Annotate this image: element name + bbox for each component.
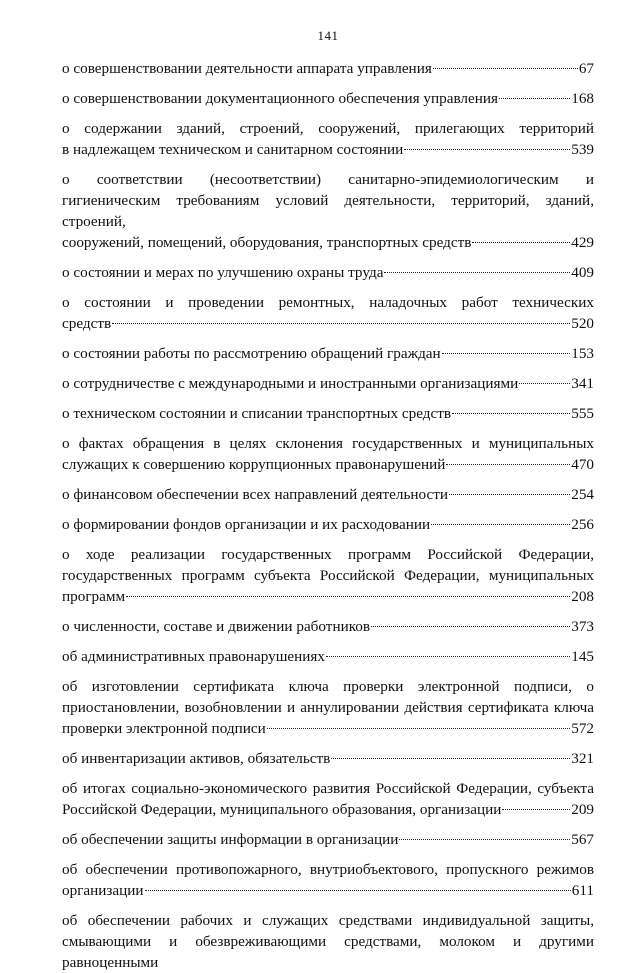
dot-leader [384,271,570,273]
entry-title: в надлежащем техническом и санитарном состоянии [62,141,404,158]
entry-page-number: 256 [571,516,594,533]
entry-title: о численности, составе и движении работников [62,618,371,635]
entry-page-number: 145 [571,648,594,665]
index-entry [62,676,594,739]
entry-page-number: 168 [571,90,594,107]
entry-page-number: 153 [571,345,594,362]
entry-lead-text: о соответствии (несоответствии) санитарно-эпидемиологическим и гигиеническим требованиям условий деятельности, территорий, зданий, строений, [62,171,594,230]
index-entry [62,58,594,79]
entry-final-line [62,514,594,535]
dot-leader [472,241,570,243]
entry-page-number: 567 [571,831,594,848]
entry-page-number: 254 [571,486,594,503]
index-entry [62,118,594,160]
index-entry [62,514,594,535]
entry-title: сооружений, помещений, оборудования, транспортных средств [62,234,472,251]
entry-title: о финансовом обеспечении всех направлений деятельности [62,486,448,503]
entry-page-number: 373 [571,618,594,635]
entry-page-number: 208 [571,588,594,605]
dot-leader [446,463,570,465]
entry-page-number: 539 [571,141,594,158]
entry-final-line [62,262,594,283]
entry-final-line [62,829,594,850]
index-entry [62,292,594,334]
entry-final-line [62,313,594,334]
index-entry [62,829,594,850]
entry-final-line [62,373,594,394]
index-entry [62,433,594,475]
entry-title: о состоянии работы по рассмотрению обращений граждан [62,345,441,362]
entry-title: об инвентаризации активов, обязательств [62,750,331,767]
index-entry [62,373,594,394]
entry-final-line [62,58,594,79]
entry-lead-text: о состоянии и проведении ремонтных, наладочных работ технических [62,294,594,311]
entry-final-line [62,616,594,637]
dot-leader [433,67,578,69]
dot-leader [502,808,570,810]
entry-page-number: 321 [571,750,594,767]
entry-title: проверки электронной подписи [62,720,266,737]
entry-page-number: 520 [571,315,594,332]
index-list [62,58,594,973]
entry-page-number: 572 [571,720,594,737]
entry-page-number: 409 [571,264,594,281]
entry-final-line [62,586,594,607]
entry-title: о совершенствовании деятельности аппарата управления [62,60,432,77]
entry-page-number: 341 [571,375,594,392]
entry-final-line [62,403,594,424]
dot-leader [126,595,570,597]
index-entry [62,403,594,424]
entry-final-line [62,454,594,475]
dot-leader [267,727,571,729]
index-entry [62,88,594,109]
entry-page-number: 611 [571,882,594,899]
entry-title: о техническом состоянии и списании транспортных средств [62,405,452,422]
entry-final-line [62,718,594,739]
index-entry [62,343,594,364]
entry-lead-text: об изготовлении сертификата ключа проверки электронной подписи, о приостановлении, возобновлении и аннулировании действия сертификата ключа [62,678,594,716]
entry-title: организации [62,882,144,899]
page-number: 141 [317,28,339,43]
index-entry [62,859,594,901]
entry-title: о сотрудничестве с международными и иностранными организациями [62,375,519,392]
dot-leader [452,412,570,414]
entry-page-number: 470 [571,456,594,473]
entry-final-line [62,799,594,820]
dot-leader [331,757,570,759]
index-entry [62,544,594,607]
dot-leader [399,838,570,840]
entry-final-line [62,343,594,364]
index-entry [62,616,594,637]
entry-final-line [62,880,594,901]
index-entry [62,484,594,505]
entry-title: об административных правонарушениях [62,648,325,665]
index-entry [62,748,594,769]
entry-page-number: 429 [571,234,594,251]
entry-final-line [62,139,594,160]
entry-lead-text: об обеспечении рабочих и служащих средствами индивидуальной защиты, смывающими и обезвреживающими средствами, молоком и другими равноценными [62,912,594,971]
entry-lead-text: о содержании зданий, строений, сооружений, прилегающих территорий [62,120,594,137]
entry-page-number: 209 [571,801,594,818]
index-entry [62,910,594,973]
entry-page-number: 67 [578,60,594,77]
entry-lead-text: о фактах обращения в целях склонения государственных и муниципальных [62,435,594,452]
dot-leader [112,322,570,324]
entry-lead-text: об итогах социально-экономического развития Российской Федерации, субъекта [62,780,594,797]
dot-leader [499,97,570,99]
entry-title: о формировании фондов организации и их расходовании [62,516,431,533]
entry-lead-text: о ходе реализации государственных программ Российской Федерации, государственных программ субъекта Российской Федерации, муниципальных [62,546,594,584]
dot-leader [145,889,571,891]
entry-final-line [62,88,594,109]
entry-title: о состоянии и мерах по улучшению охраны труда [62,264,384,281]
entry-final-line [62,748,594,769]
dot-leader [442,352,571,354]
index-entry [62,646,594,667]
dot-leader [519,382,570,384]
dot-leader [449,493,570,495]
entry-title: служащих к совершению коррупционных правонарушений [62,456,446,473]
index-entry [62,262,594,283]
dot-leader [326,655,570,657]
entry-page-number: 555 [571,405,594,422]
entry-lead-text: об обеспечении противопожарного, внутриобъектового, пропускного режимов [62,861,594,878]
entry-final-line [62,232,594,253]
entry-final-line [62,646,594,667]
entry-title: об обеспечении защиты информации в организации [62,831,399,848]
dot-leader [404,148,570,150]
entry-title: о совершенствовании документационного обеспечения управления [62,90,498,107]
entry-title: программ [62,588,126,605]
entry-final-line [62,484,594,505]
entry-title: средств [62,315,112,332]
dot-leader [431,523,570,525]
dot-leader [371,625,570,627]
index-entry [62,169,594,253]
index-entry [62,778,594,820]
entry-title: Российской Федерации, муниципального образования, организации [62,801,502,818]
